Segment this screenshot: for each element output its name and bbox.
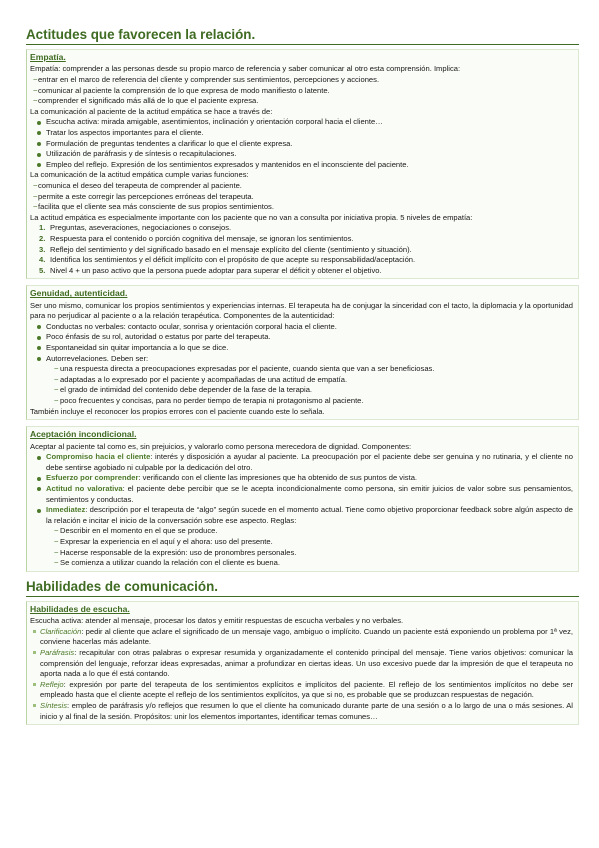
- aceptacion-heading: Aceptación incondicional.: [30, 429, 137, 440]
- component-item: Poco énfasis de su rol, autoridad o estatus por parte del terapeuta.: [30, 332, 573, 343]
- level-item: 2. Respuesta para el contenido o porción cognitiva del mensaje, se ignoran los sentimientos.: [39, 233, 354, 243]
- genuidad-heading: Genuidad, autenticidad.: [30, 288, 128, 299]
- implica-item: ~ entrar en el marco de referencia del cliente y comprender sus sentimientos, percepciones y acciones.: [33, 75, 380, 84]
- through-item: Escucha activa: mirada amigable, asentimientos, inclinación y orientación corporal hacia el cliente…: [30, 117, 573, 128]
- auto-item: ~ poco frecuentes y concisas, para no perder tiempo de terapia ni protagonismo al paciente.: [54, 396, 364, 406]
- escucha-item: Síntesis: empleo de paráfrasis y/o reflejos que resumen lo que el cliente ha comunicado durante parte de una sesión o a lo largo de una o más sesiones. Al inicio y al final de la sesión. Propósitos: unir los elementos importantes, identificar temas comunes…: [30, 701, 573, 722]
- escucha-intro: Escucha activa: atender al mensaje, procesar los datos y emitir respuestas de escucha verbales y no verbales.: [30, 616, 404, 626]
- aceptacion-intro: Aceptar al paciente tal como es, sin prejuicios, y valorarlo como persona merecedora de dignidad. Componentes:: [30, 441, 412, 451]
- component-item: Conductas no verbales: contacto ocular, sonrisa y orientación corporal hacia el cliente.: [30, 322, 573, 333]
- level-item: 5. Nivel 4 + un paso activo que la persona puede adoptar para superar el déficit y obtener el objetivo.: [39, 265, 382, 275]
- genuidad-intro: Ser uno mismo, comunicar los propios sentimientos y experiencias internas. El terapeuta ha de conjugar la sinceridad con el tacto, la diplomacia y la oportunidad para no perjudicar al paciente o a la relación terapéutica. Componentes de la autenticidad:: [30, 300, 573, 321]
- implica-item: ~ comprender el significado más allá de lo que el paciente expresa.: [33, 96, 259, 106]
- auto-item: ~ adaptadas a lo expresado por el paciente y acompañadas de una actitud de empatía.: [54, 374, 348, 384]
- escucha-item: Reflejo: expresión por parte del terapeuta de los sentimientos explícitos e implícitos del paciente. El reflejo de los sentimientos implícitos no debe ser empleado hasta que el cliente acepte el reflejo de los sentimientos explícitos, ya que si no, es probable que se produzcan respuestas de negación.: [30, 680, 573, 701]
- genuidad-closing: También incluye el reconocer los propios errores con el paciente cuando este lo señala.: [30, 406, 325, 416]
- function-item: ~ permite a este corregir las percepciones erróneas del terapeuta.: [33, 191, 254, 201]
- aceptacion-item: Inmediatez: descripción por el terapeuta de “algo” según sucede en el momento actual. Tiene como objetivo proporcionar feedback sobre algún aspecto de la relación e incitar el inicio de la conversación sobre ese aspecto. Reglas:: [30, 505, 573, 526]
- level-item: 4. Identifica los sentimientos y el déficit implícito con el propósito de que acepte su responsabilidad/aceptación.: [39, 255, 416, 265]
- implica-item: ~ comunicar al paciente la comprensión de lo que expresa de modo manifiesto o latente.: [33, 85, 330, 95]
- aceptacion-item: Compromiso hacia el cliente: interés y disposición a ayudar al paciente. La preocupación por el paciente debe ser genuina y no rutinaria, y el cliente no debe sentirse agobiado ni culpable por la dedicación del otro.: [30, 452, 573, 473]
- function-item: ~ comunica el deseo del terapeuta de comprender al paciente.: [33, 180, 242, 190]
- rule-item: ~ Expresar la experiencia en el aquí y el ahora: uso del presente.: [54, 536, 273, 546]
- rule-item: ~ Se comienza a utilizar cuando la relación con el cliente es buena.: [54, 558, 280, 568]
- aceptacion-item: Esfuerzo por comprender: verificando con el cliente las impresiones que ha obtenido de sus puntos de vista.: [30, 473, 573, 484]
- auto-item: ~ el grado de intimidad del contenido debe depender de la fase de la terapia.: [54, 385, 313, 395]
- escucha-item: Paráfrasis: recapitular con otras palabras o expresar resumida y organizadamente el contenido principal del mensaje. Tiene varios objetivos: comunicar la comprensión del lenguaje, reforzar ideas expresadas, animar a profundizar en ciertas ideas. Un uso excesivo puede dar la impresión de que el terapeuta no aporta nada a lo que él está contando.: [30, 648, 573, 680]
- empatia-box: [26, 49, 579, 279]
- rule-item: ~ Describir en el momento en el que se produce.: [54, 526, 218, 536]
- through-item: Tratar los aspectos importantes para el cliente.: [30, 128, 573, 139]
- section-title-actitudes: Actitudes que favorecen la relación.: [26, 26, 579, 45]
- through-item: Formulación de preguntas tendentes a clarificar lo que el cliente expresa.: [30, 139, 573, 150]
- through-item: Empleo del reflejo. Expresión de los sentimientos expresados y mantenidos en el inconsciente del paciente.: [30, 160, 573, 171]
- component-item: Espontaneidad sin quitar importancia a lo que se dice.: [30, 343, 573, 354]
- auto-item: ~ una respuesta directa a preocupaciones expresadas por el paciente, cuando sienta que van a ser beneficiosas.: [54, 364, 435, 374]
- empatia-heading: Empatía.: [30, 52, 66, 62]
- empatia-intro: Empatía: comprender a las personas desde su propio marco de referencia y saber comunicar al otro esta comprensión. Implica:: [30, 64, 461, 74]
- escucha-item: Clarificación: pedir al cliente que aclare el significado de un mensaje vago, ambiguo o implícito. Cuando un paciente está exponiendo un problema por 1ª vez, conviene hacerlas más adelante.: [30, 627, 573, 648]
- escucha-box: [26, 601, 579, 725]
- component-item: Autorrevelaciones. Deben ser:: [30, 354, 573, 365]
- genuidad-box: [26, 285, 579, 420]
- levels-intro: La actitud empática es especialmente importante con los paciente que no van a consulta por iniciativa propia. 5 niveles de empatía:: [30, 212, 473, 222]
- section-title-habilidades: Habilidades de comunicación.: [26, 578, 579, 597]
- aceptacion-box: [26, 426, 579, 572]
- escucha-heading: Habilidades de escucha.: [30, 603, 130, 614]
- level-item: 3. Reflejo del sentimiento y del significado basado en el mensaje explícito del cliente (sentimiento y situación).: [39, 244, 412, 254]
- comm-intro: La comunicación al paciente de la actitud empática se hace a través de:: [30, 106, 273, 116]
- level-item: 1. Preguntas, aseveraciones, negociaciones o consejos.: [39, 223, 232, 233]
- function-item: ~ facilita que el cliente sea más consciente de sus propios sentimientos.: [33, 202, 274, 212]
- func-intro: La comunicación de la actitud empática cumple varias funciones:: [30, 170, 249, 180]
- through-item: Utilización de paráfrasis y de síntesis o recapitulaciones.: [30, 149, 573, 160]
- rule-item: ~ Hacerse responsable de la expresión: uso de pronombres personales.: [54, 547, 297, 557]
- aceptacion-item: Actitud no valorativa: el paciente debe percibir que se le acepta incondicionalmente como persona, sin emitir juicios de valor sobre sus pensamientos, sentimientos y conductas.: [30, 484, 573, 505]
